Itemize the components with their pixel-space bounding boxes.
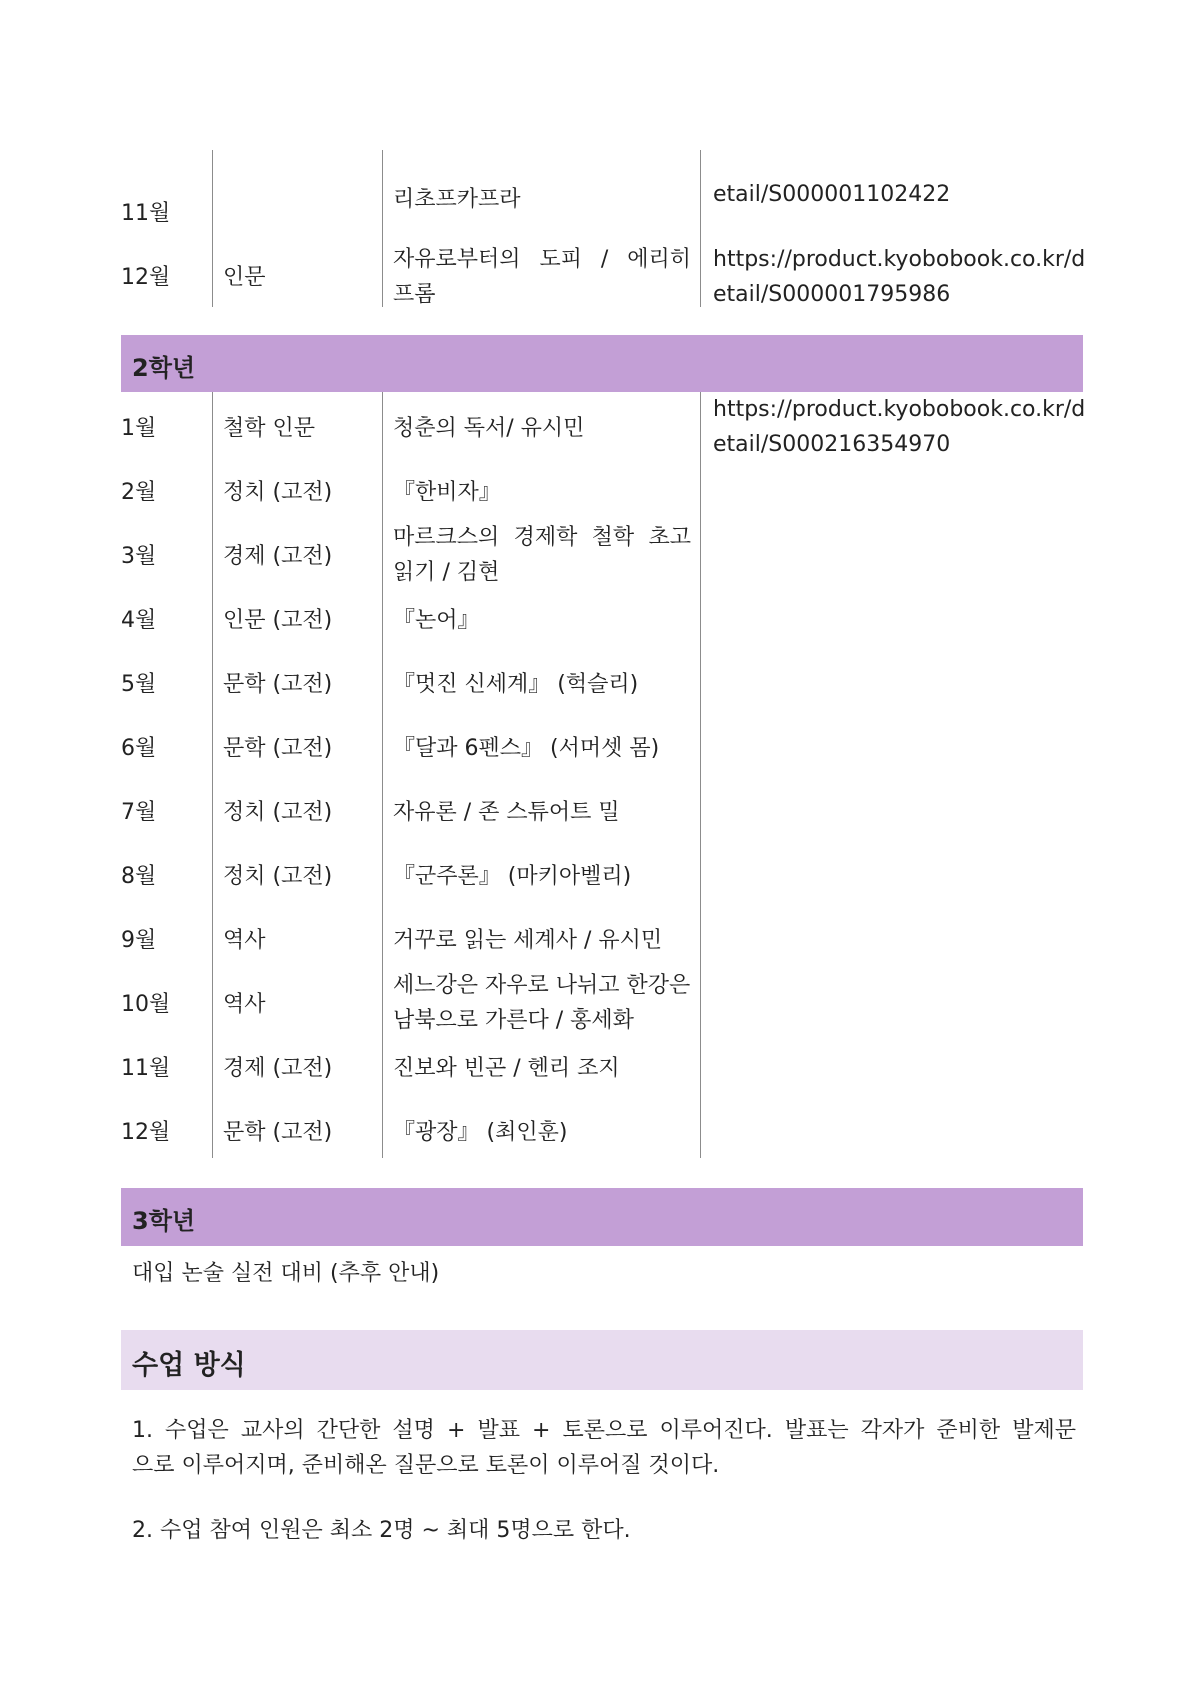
book-cell: 『한비자』: [393, 480, 501, 505]
category-cell: 문학 (고전): [223, 672, 333, 697]
book-cell: 『멋진 신세계』 (헉슬리): [393, 672, 639, 697]
method-paragraph-2: 2. 수업 참여 인원은 최소 2명 ~ 최대 5명으로 한다.: [132, 1518, 631, 1543]
book-line: 마르크스의 경제학 철학 초고: [393, 525, 691, 550]
grade-3-header: [121, 1188, 1083, 1246]
month-cell: 11월: [121, 201, 171, 226]
category-cell: 인문: [223, 265, 266, 290]
method-paragraph-1: [132, 1413, 1076, 1483]
book-line: 읽기 / 김현: [393, 560, 500, 585]
method-title: 수업 방식: [132, 1350, 246, 1381]
book-cell: 『광장』 (최인훈): [393, 1120, 568, 1145]
paragraph-line: 으로 이루어지며, 준비해온 질문으로 토론이 이루어질 것이다.: [132, 1453, 720, 1478]
book-line: 자유로부터의 도피 / 에리히: [393, 247, 691, 272]
month-cell: 6월: [121, 736, 157, 761]
book-line: 세느강은 자우로 나뉘고 한강은: [393, 973, 691, 998]
category-cell: 인문 (고전): [223, 608, 333, 633]
category-cell: 정치 (고전): [223, 800, 333, 825]
link-cell[interactable]: etail/S000001102422: [713, 182, 951, 207]
month-cell: 8월: [121, 864, 157, 889]
month-cell: 3월: [121, 544, 157, 569]
month-cell: 2월: [121, 480, 157, 505]
category-cell: 경제 (고전): [223, 1056, 333, 1081]
link-line[interactable]: etail/S000216354970: [713, 432, 951, 457]
book-cell: 청춘의 독서/ 유시민: [393, 416, 585, 441]
book-cell: [383, 520, 703, 590]
month-cell: 1월: [121, 416, 157, 441]
book-line: 프롬: [393, 282, 436, 307]
book-cell: [383, 968, 703, 1038]
grade-3-text: 대입 논술 실전 대비 (추후 안내): [132, 1261, 440, 1286]
category-cell: 문학 (고전): [223, 1120, 333, 1145]
book-line: 남북으로 가른다 / 홍세화: [393, 1008, 634, 1033]
category-cell: 역사: [223, 928, 266, 953]
link-line[interactable]: etail/S000001795986: [713, 282, 951, 307]
book-cell: 『논어』: [393, 608, 480, 633]
book-cell: 자유론 / 존 스튜어트 밀: [393, 800, 620, 825]
grade-3-title: 3학년: [132, 1207, 196, 1235]
month-cell: 12월: [121, 265, 171, 290]
link-cell[interactable]: [703, 242, 1086, 312]
book-cell: 진보와 빈곤 / 헨리 조지: [393, 1056, 620, 1081]
month-cell: 9월: [121, 928, 157, 953]
category-cell: 역사: [223, 992, 266, 1017]
book-cell: 거꾸로 읽는 세계사 / 유시민: [393, 928, 663, 953]
column-divider: [212, 392, 213, 1158]
book-cell: 리초프카프라: [393, 187, 521, 212]
grade-2-header: [121, 335, 1083, 392]
category-cell: 철학 인문: [223, 416, 316, 441]
month-cell: 7월: [121, 800, 157, 825]
month-cell: 11월: [121, 1056, 171, 1081]
book-cell: [383, 242, 703, 312]
month-cell: 10월: [121, 992, 171, 1017]
column-divider: [382, 392, 383, 1158]
table-row: [121, 178, 1081, 238]
category-cell: 정치 (고전): [223, 480, 333, 505]
method-header: [121, 1330, 1083, 1390]
month-cell: 5월: [121, 672, 157, 697]
category-cell: 정치 (고전): [223, 864, 333, 889]
table-row: [121, 240, 1086, 310]
column-divider: [700, 392, 701, 1158]
category-cell: 경제 (고전): [223, 544, 333, 569]
book-cell: 『달과 6펜스』 (서머셋 몸): [393, 736, 660, 761]
link-line[interactable]: https://product.kyobobook.co.kr/d: [713, 397, 1086, 422]
link-cell[interactable]: [703, 392, 1086, 462]
book-cell: 『군주론』 (마키아벨리): [393, 864, 632, 889]
month-cell: 12월: [121, 1120, 171, 1145]
link-line[interactable]: https://product.kyobobook.co.kr/d: [713, 247, 1086, 272]
grade-2-title: 2학년: [132, 354, 196, 382]
month-cell: 4월: [121, 608, 157, 633]
category-cell: 문학 (고전): [223, 736, 333, 761]
paragraph-line: 1. 수업은 교사의 간단한 설명 + 발표 + 토론으로 이루어진다. 발표는 각자가 준비한 발제문: [132, 1418, 1076, 1443]
